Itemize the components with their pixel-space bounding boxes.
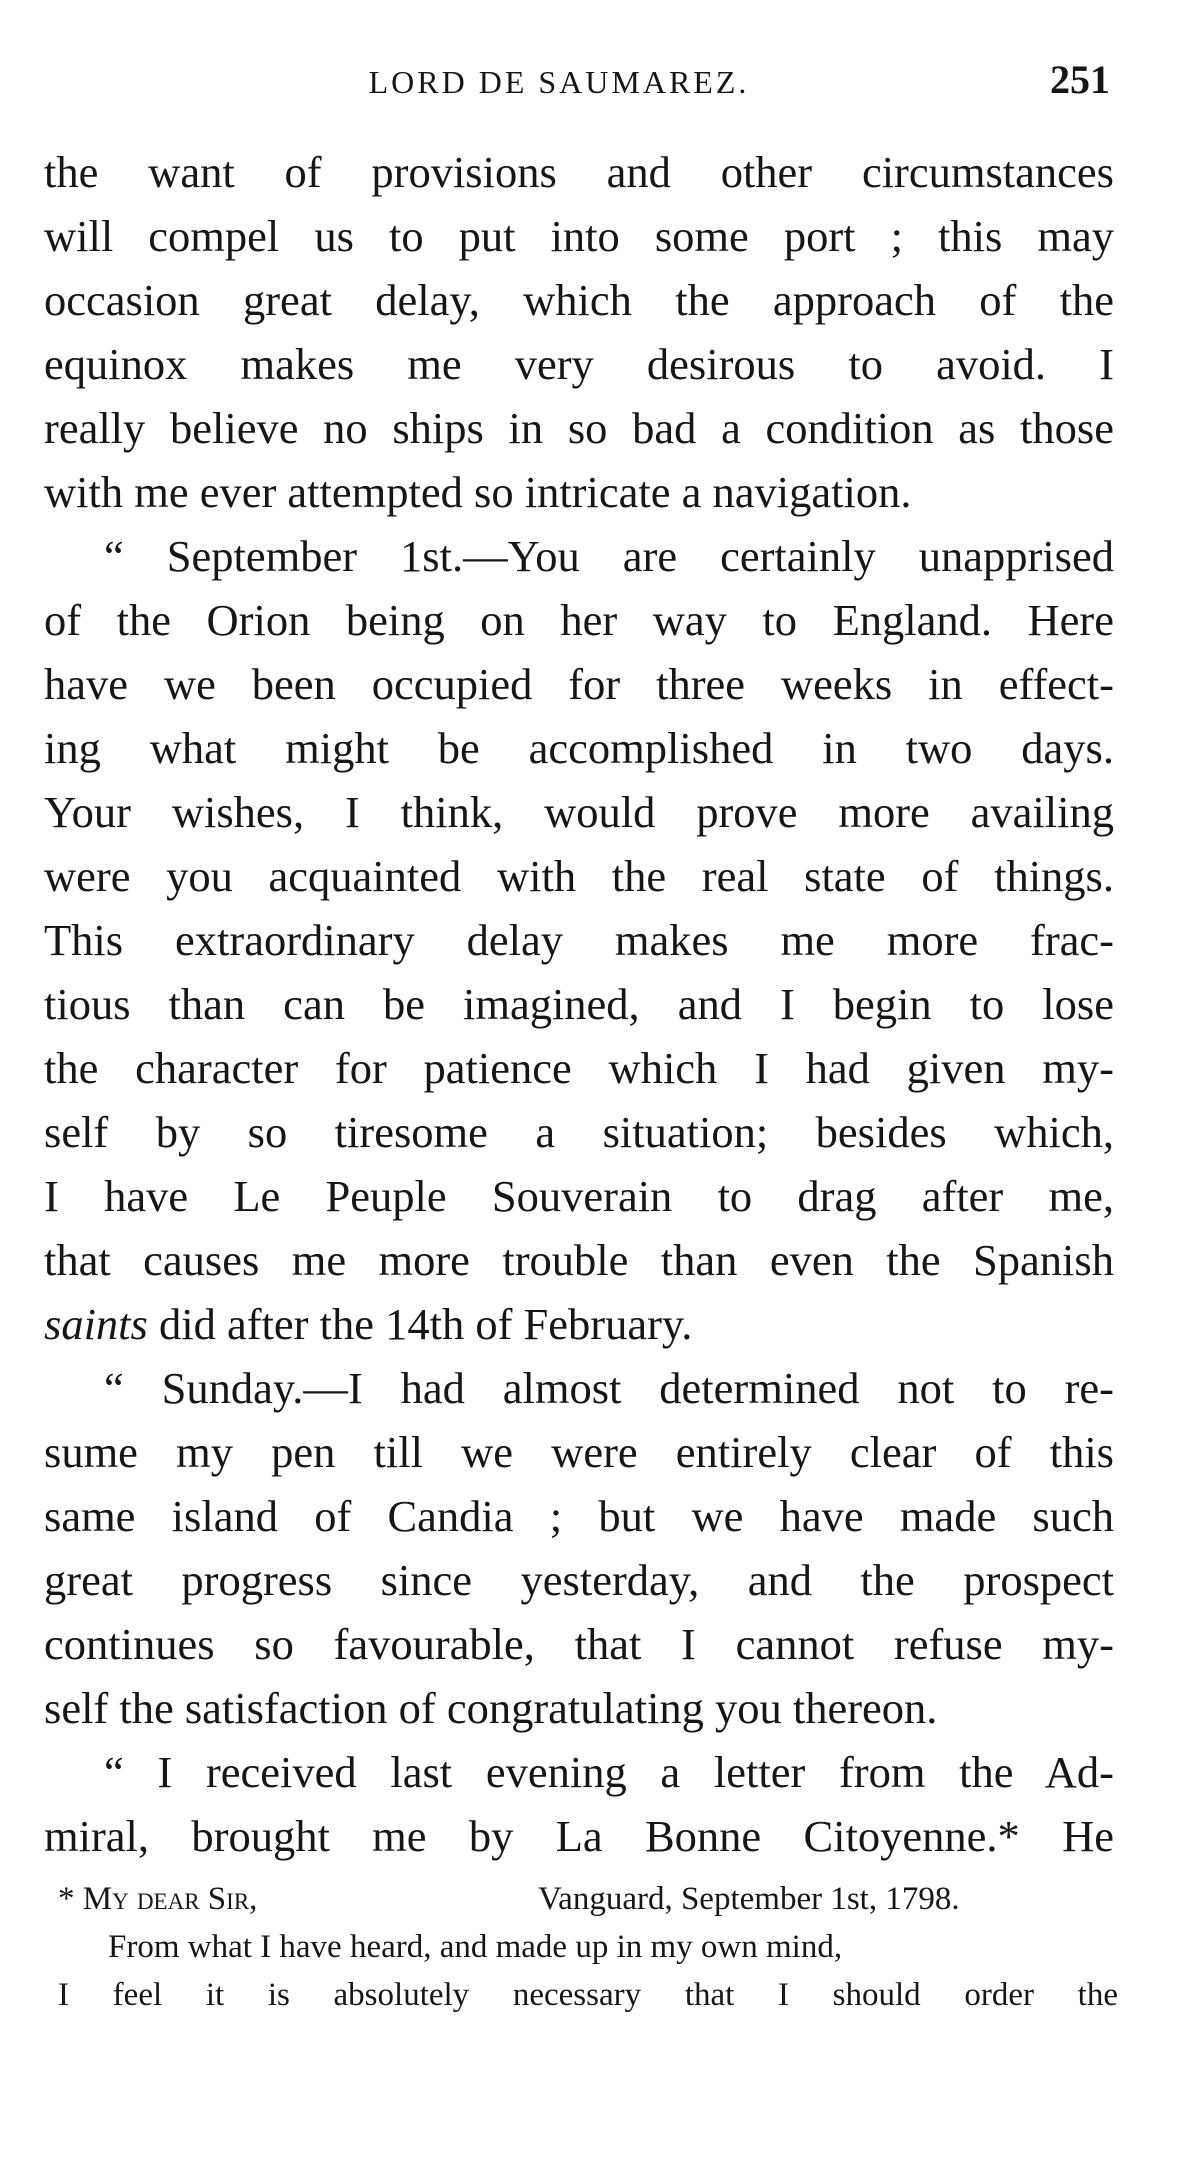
running-title: LORD DE SAUMAREZ. [368,64,750,100]
text-line: with me ever attempted so intricate a navigation. [44,467,912,517]
text-line: of the Orion being on her way to England. Here [44,595,1114,645]
text-line: that causes me more trouble than even the Spanish [44,1235,1114,1285]
text-line: occasion great delay, which the approach of the [44,275,1114,325]
text-line: This extraordinary delay makes me more frac- [44,915,1114,965]
text-line: were you acquainted with the real state of things. [44,851,1114,901]
text-line: Your wishes, I think, would prove more availing [44,787,1114,837]
footnote-line: From what I have heard, and made up in my own mind, [108,1929,843,1965]
text-line: self by so tiresome a situation; besides which, [44,1107,1114,1157]
text-line: the character for patience which I had given my- [44,1043,1114,1093]
text-line: same island of Candia ; but we have made such [44,1491,1114,1541]
text-line: great progress since yesterday, and the prospect [44,1555,1114,1605]
text-line: continues so favourable, that I cannot refuse my- [44,1619,1114,1669]
text-line: “ September 1st.—You are certainly unapprised [104,531,1114,581]
running-head [44,56,1124,116]
body-text [44,140,1114,1868]
text-line: “ I received last evening a letter from the Ad- [104,1747,1114,1797]
text-line: I have Le Peuple Souverain to drag after me, [44,1171,1114,1221]
text-line: “ Sunday.—I had almost determined not to re- [104,1363,1114,1413]
footnote-line: I feel it is absolutely necessary that I should order the [58,1977,1118,2013]
text-line: ing what might be accomplished in two days. [44,723,1114,773]
footnote-salutation: * My dear Sir, [58,1881,258,1917]
text-line: sume my pen till we were entirely clear of this [44,1427,1114,1477]
text-line: equinox makes me very desirous to avoid. I [44,339,1114,389]
footnote [58,1875,1118,2019]
text-line-rest: did after the 14th of February. [159,1299,693,1349]
text-line: self the satisfaction of congratulating you thereon. [44,1683,938,1733]
page-number: 251 [1050,57,1110,102]
text-line: have we been occupied for three weeks in effect- [44,659,1114,709]
text-line: tious than can be imagined, and I begin to lose [44,979,1114,1029]
footnote-dateline: Vanguard, September 1st, 1798. [538,1881,960,1917]
text-line: miral, brought me by La Bonne Citoyenne.* He [44,1811,1114,1861]
italic-word: saints [44,1299,148,1349]
text-line: will compel us to put into some port ; this may [44,211,1114,261]
footnote-head [58,1875,1118,1923]
text-line: really believe no ships in so bad a condition as those [44,403,1114,453]
text-line-italic-start [44,1292,1114,1356]
text-line: the want of provisions and other circumstances [44,147,1114,197]
